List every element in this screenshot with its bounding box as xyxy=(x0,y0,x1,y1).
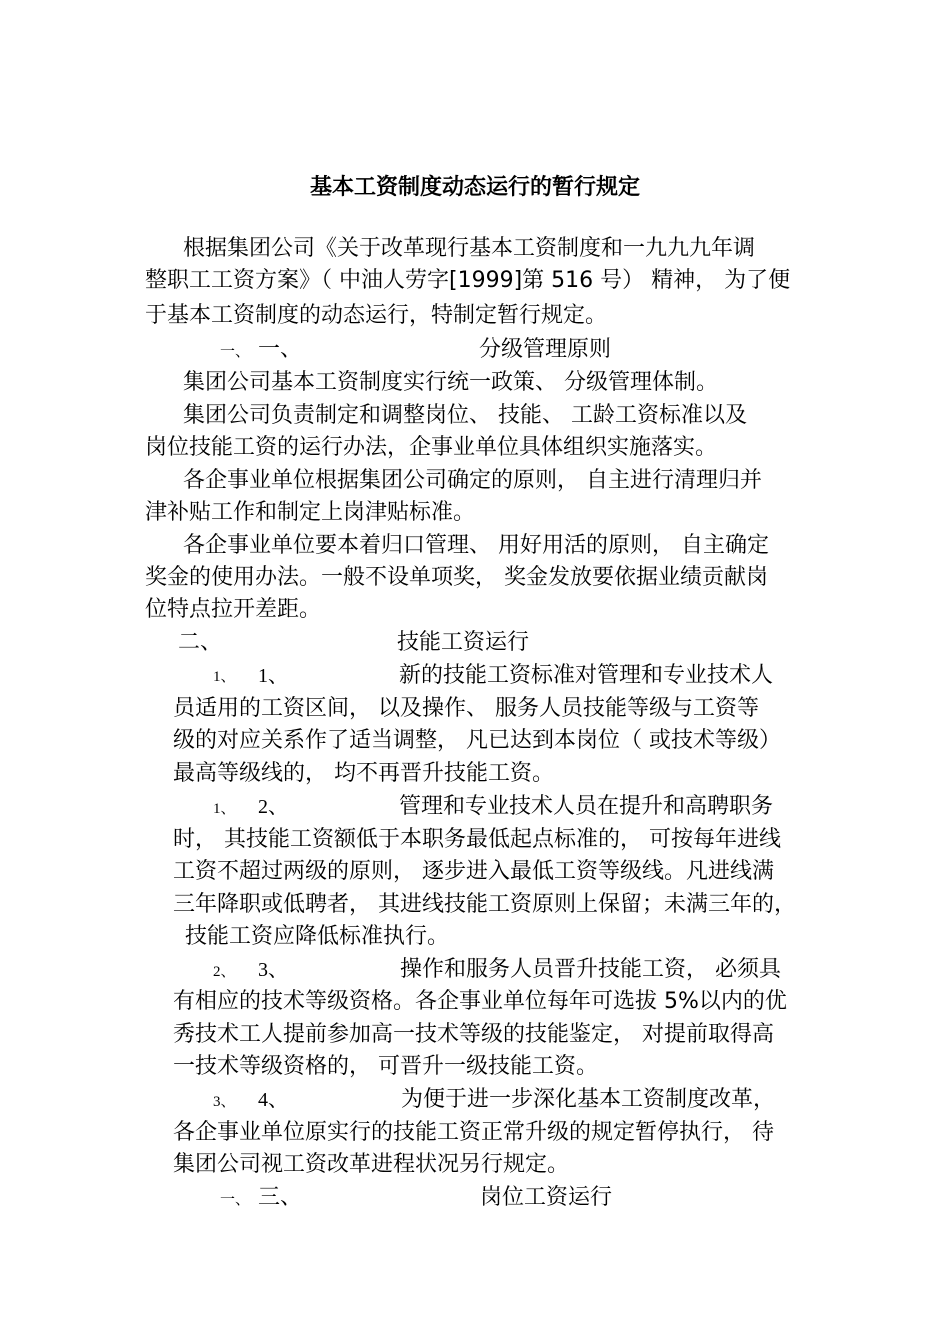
item4-number: 4、 xyxy=(258,1089,288,1111)
section1-paragraph-4-line-1: 各企事业单位要本着归口管理、 用好用活的原则， 自主确定 xyxy=(183,533,769,558)
document-title: 基本工资制度动态运行的暂行规定 xyxy=(309,175,640,200)
item2-number: 2、 xyxy=(258,796,288,818)
item4-small-number: 3、 xyxy=(213,1094,236,1110)
item3-small-number: 2、 xyxy=(213,964,236,980)
section3-heading: 岗位工资运行 xyxy=(480,1185,613,1210)
section1-small-number: 一、 xyxy=(220,344,251,360)
item2-line-5: 技能工资应降低标准执行。 xyxy=(185,924,450,949)
section1-paragraph-2-line-1: 集团公司负责制定和调整岗位、 技能、 工龄工资标准以及 xyxy=(183,403,747,428)
section1-paragraph-3-line-2: 津补贴工作和制定上岗津贴标准。 xyxy=(145,500,476,525)
item1-line-4: 最高等级线的， 均不再晋升技能工资。 xyxy=(173,761,554,786)
item3-line-2: 有相应的技术等级资格。各企事业单位每年可选拔 5%以内的优 xyxy=(173,989,787,1014)
item4-line-1: 为便于进一步深化基本工资制度改革， xyxy=(401,1087,776,1112)
item2-line-4: 三年降职或低聘者， 其进线技能工资原则上保留；未满三年的， xyxy=(173,892,796,917)
item1-line-3: 级的对应关系作了适当调整， 凡已达到本岗位（ 或技术等级） xyxy=(173,728,781,753)
item1-line-1: 新的技能工资标准对管理和专业技术人 xyxy=(399,663,774,688)
section1-paragraph-3-line-1: 各企事业单位根据集团公司确定的原则， 自主进行清理归并 xyxy=(183,468,762,493)
item2-small-number: 1、 xyxy=(213,801,236,817)
section1-heading: 分级管理原则 xyxy=(479,337,612,362)
item2-line-3: 工资不超过两级的原则， 逐步进入最低工资等级线。凡进线满 xyxy=(173,859,774,884)
item1-number: 1、 xyxy=(258,665,288,687)
intro-line-3: 于基本工资制度的动态运行，特制定暂行规定。 xyxy=(145,303,608,328)
section1-paragraph-4-line-2: 奖金的使用办法。一般不设单项奖， 奖金发放要依据业绩贡献岗 xyxy=(145,565,768,590)
item4-line-2: 各企事业单位原实行的技能工资正常升级的规定暂停执行， 待 xyxy=(173,1120,774,1145)
item3-line-3: 秀技术工人提前参加高一技术等级的技能鉴定， 对提前取得高 xyxy=(173,1022,774,1047)
item3-line-1: 操作和服务人员晋升技能工资， 必须具 xyxy=(400,957,781,982)
section1-paragraph-4-line-3: 位特点拉开差距。 xyxy=(145,597,322,622)
section1-paragraph-2-line-2: 岗位技能工资的运行办法，企事业单位具体组织实施落实。 xyxy=(145,435,718,460)
item1-line-2: 员适用的工资区间， 以及操作、 服务人员技能等级与工资等 xyxy=(173,696,759,721)
section2-heading: 技能工资运行 xyxy=(397,630,530,655)
section3-number: 三、 xyxy=(258,1185,303,1210)
section2-number: 二、 xyxy=(178,630,223,655)
section3-small-number: 一、 xyxy=(220,1192,251,1208)
intro-line-1: 根据集团公司《关于改革现行基本工资制度和一九九九年调 xyxy=(183,236,756,261)
intro-line-2: 整职工工资方案》（ 中油人劳字[1999]第 516 号） 精神， 为了便 xyxy=(145,268,791,293)
section1-paragraph-1: 集团公司基本工资制度实行统一政策、 分级管理体制。 xyxy=(183,370,718,395)
item1-small-number: 1、 xyxy=(213,669,236,685)
section1-number: 一、 xyxy=(258,337,303,362)
item2-line-2: 时， 其技能工资额低于本职务最低起点标准的， 可按每年进线 xyxy=(173,827,781,852)
item4-line-3: 集团公司视工资改革进程状况另行规定。 xyxy=(173,1152,570,1177)
item2-line-1: 管理和专业技术人员在提升和高聘职务 xyxy=(399,794,774,819)
item3-number: 3、 xyxy=(258,959,288,981)
item3-line-4: 一技术等级资格的， 可晋升一级技能工资。 xyxy=(173,1054,598,1079)
